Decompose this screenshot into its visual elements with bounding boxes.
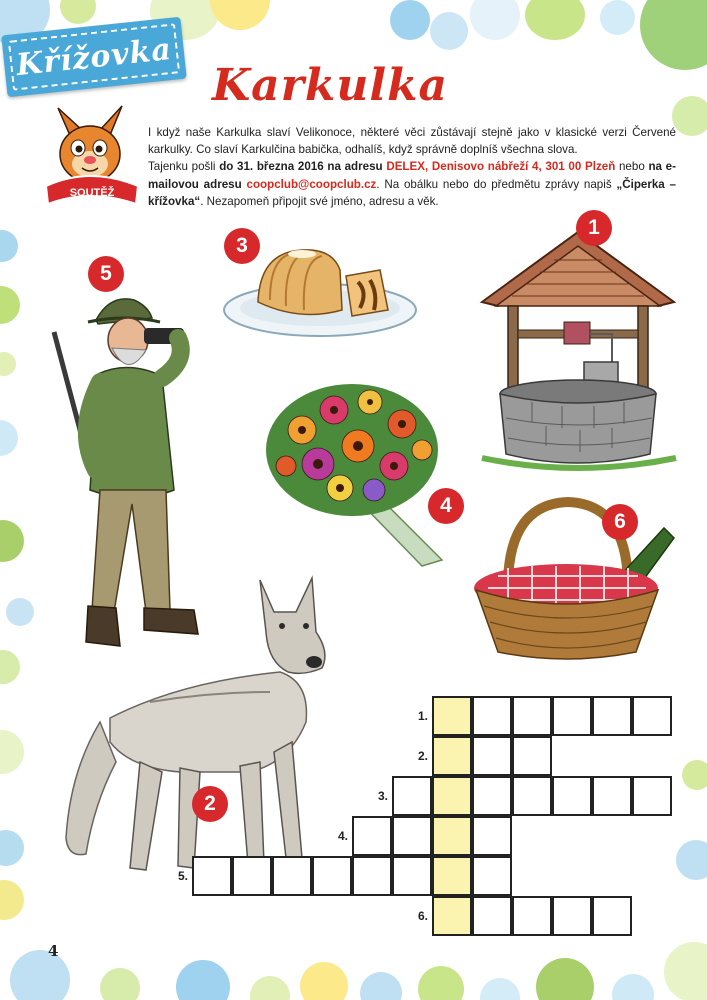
crossword-cell[interactable] <box>592 896 632 936</box>
crossword-cell[interactable] <box>472 896 512 936</box>
email-address[interactable]: coopclub@coopclub.cz <box>246 177 377 191</box>
crossword-cell[interactable] <box>512 776 552 816</box>
crossword-cell[interactable] <box>272 856 312 896</box>
squirrel-mascot-icon <box>38 100 148 210</box>
intro-paragraph-2: Tajenku pošli do 31. března 2016 na adresu DELEX, Denisovo nábřeží 4, 301 00 Plzeň nebo na e-mailovou adresu coopclub@coopclub.cz. Na obálku nebo do předmětu zprávy napiš „Čiperka – křížovka“. Nezapomeň připojit své jméno, adresu a věk. <box>148 160 676 208</box>
page-number: 4 <box>48 942 59 960</box>
crossword-cell[interactable] <box>312 856 352 896</box>
crossword-row-label: 4. <box>337 829 348 843</box>
crossword-row-label: 6. <box>417 909 428 923</box>
clue-badge-3: 3 <box>224 228 260 264</box>
clue-badge-6: 6 <box>602 504 638 540</box>
crossword-cell[interactable] <box>632 776 672 816</box>
crossword-cell[interactable] <box>592 696 632 736</box>
crossword-cell[interactable] <box>472 696 512 736</box>
intro-text <box>148 124 676 210</box>
crossword-row-label: 5. <box>177 869 188 883</box>
crossword-solution-cell[interactable] <box>432 896 472 936</box>
crossword-cell[interactable] <box>512 736 552 776</box>
crossword-cell[interactable] <box>552 776 592 816</box>
crossword-cell[interactable] <box>232 856 272 896</box>
crossword-row-label: 1. <box>417 709 428 723</box>
crossword-row-label: 2. <box>417 749 428 763</box>
clue-badge-4: 4 <box>428 488 464 524</box>
mascot-badge-label: SOUTĚŽ <box>69 187 115 199</box>
clue-badge-2: 2 <box>192 786 228 822</box>
crossword-cell[interactable] <box>192 856 232 896</box>
crossword-row-label: 3. <box>377 789 388 803</box>
crossword-cell[interactable] <box>352 816 392 856</box>
crossword-cell[interactable] <box>552 896 592 936</box>
crossword-solution-cell[interactable] <box>432 776 472 816</box>
wolf-icon <box>60 572 360 882</box>
crossword-cell[interactable] <box>472 776 512 816</box>
crossword-cell[interactable] <box>632 696 672 736</box>
crossword-solution-cell[interactable] <box>432 816 472 856</box>
crossword-cell[interactable] <box>472 736 512 776</box>
crossword-cell[interactable] <box>392 816 432 856</box>
picnic-basket-icon <box>468 494 678 662</box>
postal-address: DELEX, Denisovo nábřeží 4, 301 00 Plzeň <box>386 160 616 174</box>
page-title: Karkulka <box>211 60 449 111</box>
intro-paragraph-1: I když naše Karkulka slaví Velikonoce, některé věci zůstávají stejně jako v klasické verzi Červené karkulky. Co slaví Karkulčina babička, odhalíš, když správně doplníš všechna slova. <box>148 126 676 157</box>
crossword-cell[interactable] <box>472 856 512 896</box>
crossword-cell[interactable] <box>512 896 552 936</box>
section-banner-label: Křížovka <box>14 31 174 83</box>
crossword-cell[interactable] <box>592 776 632 816</box>
well-icon <box>472 222 684 472</box>
crossword-solution-cell[interactable] <box>432 696 472 736</box>
crossword-cell[interactable] <box>512 696 552 736</box>
clue-badge-5: 5 <box>88 256 124 292</box>
crossword-cell[interactable] <box>552 696 592 736</box>
flower-bouquet-icon <box>262 370 458 570</box>
crossword-solution-cell[interactable] <box>432 736 472 776</box>
crossword-cell[interactable] <box>352 856 392 896</box>
crossword-cell[interactable] <box>472 816 512 856</box>
crossword-cell[interactable] <box>392 856 432 896</box>
crossword-cell[interactable] <box>392 776 432 816</box>
crossword-solution-cell[interactable] <box>432 856 472 896</box>
clue-badge-1: 1 <box>576 210 612 246</box>
